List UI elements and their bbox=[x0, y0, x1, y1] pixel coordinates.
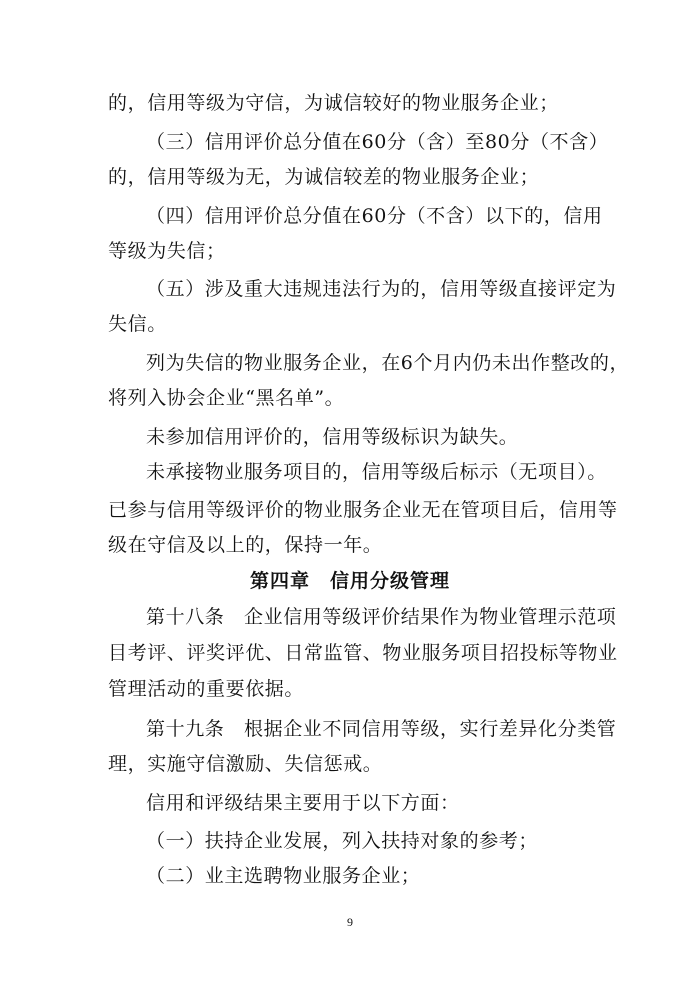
text-line: （四）信用评价总分值在60分（不含）以下的，信用 bbox=[146, 205, 603, 227]
chapter-heading: 第四章 信用分级管理 bbox=[249, 570, 450, 592]
text-line: 的，信用等级为无，为诚信较差的物业服务企业； bbox=[108, 166, 540, 188]
text-line: 将列入协会企业“黑名单”。 bbox=[108, 387, 345, 409]
text-line: 失信。 bbox=[108, 313, 167, 335]
text-line: 级在守信及以上的，保持一年。 bbox=[108, 534, 383, 556]
text-line: 第十九条 根据企业不同信用等级，实行差异化分类管 bbox=[146, 718, 617, 740]
text-line: 列为失信的物业服务企业，在6个月内仍未出作整改的， bbox=[146, 352, 630, 374]
text-line: 未参加信用评价的，信用等级标识为缺失。 bbox=[146, 426, 519, 448]
text-line: 信用和评级结果主要用于以下方面： bbox=[146, 792, 460, 814]
text-line: （二）业主选聘物业服务企业； bbox=[146, 865, 421, 887]
text-line: 等级为失信； bbox=[108, 240, 226, 262]
page-number: 9 bbox=[347, 915, 353, 929]
text-line: （一）扶持企业发展，列入扶持对象的参考； bbox=[146, 830, 539, 852]
text-line: 管理活动的重要依据。 bbox=[108, 678, 305, 700]
text-line: 的，信用等级为守信，为诚信较好的物业服务企业； bbox=[108, 92, 559, 114]
text-line: 未承接物业服务项目的，信用等级后标示（无项目）。 bbox=[146, 461, 607, 483]
text-line: 目考评、评奖评优、日常监管、物业服务项目招投标等物业 bbox=[108, 642, 618, 664]
text-line: 已参与信用等级评价的物业服务企业无在管项目后，信用等 bbox=[108, 499, 618, 521]
text-line: 第十八条 企业信用等级评价结果作为物业管理示范项 bbox=[146, 606, 617, 628]
text-line: （三）信用评价总分值在60分（含）至80分（不含） bbox=[146, 131, 609, 153]
text-line: （五）涉及重大违规违法行为的，信用等级直接评定为 bbox=[146, 278, 617, 300]
text-line: 理，实施守信激励、失信惩戒。 bbox=[108, 753, 383, 775]
